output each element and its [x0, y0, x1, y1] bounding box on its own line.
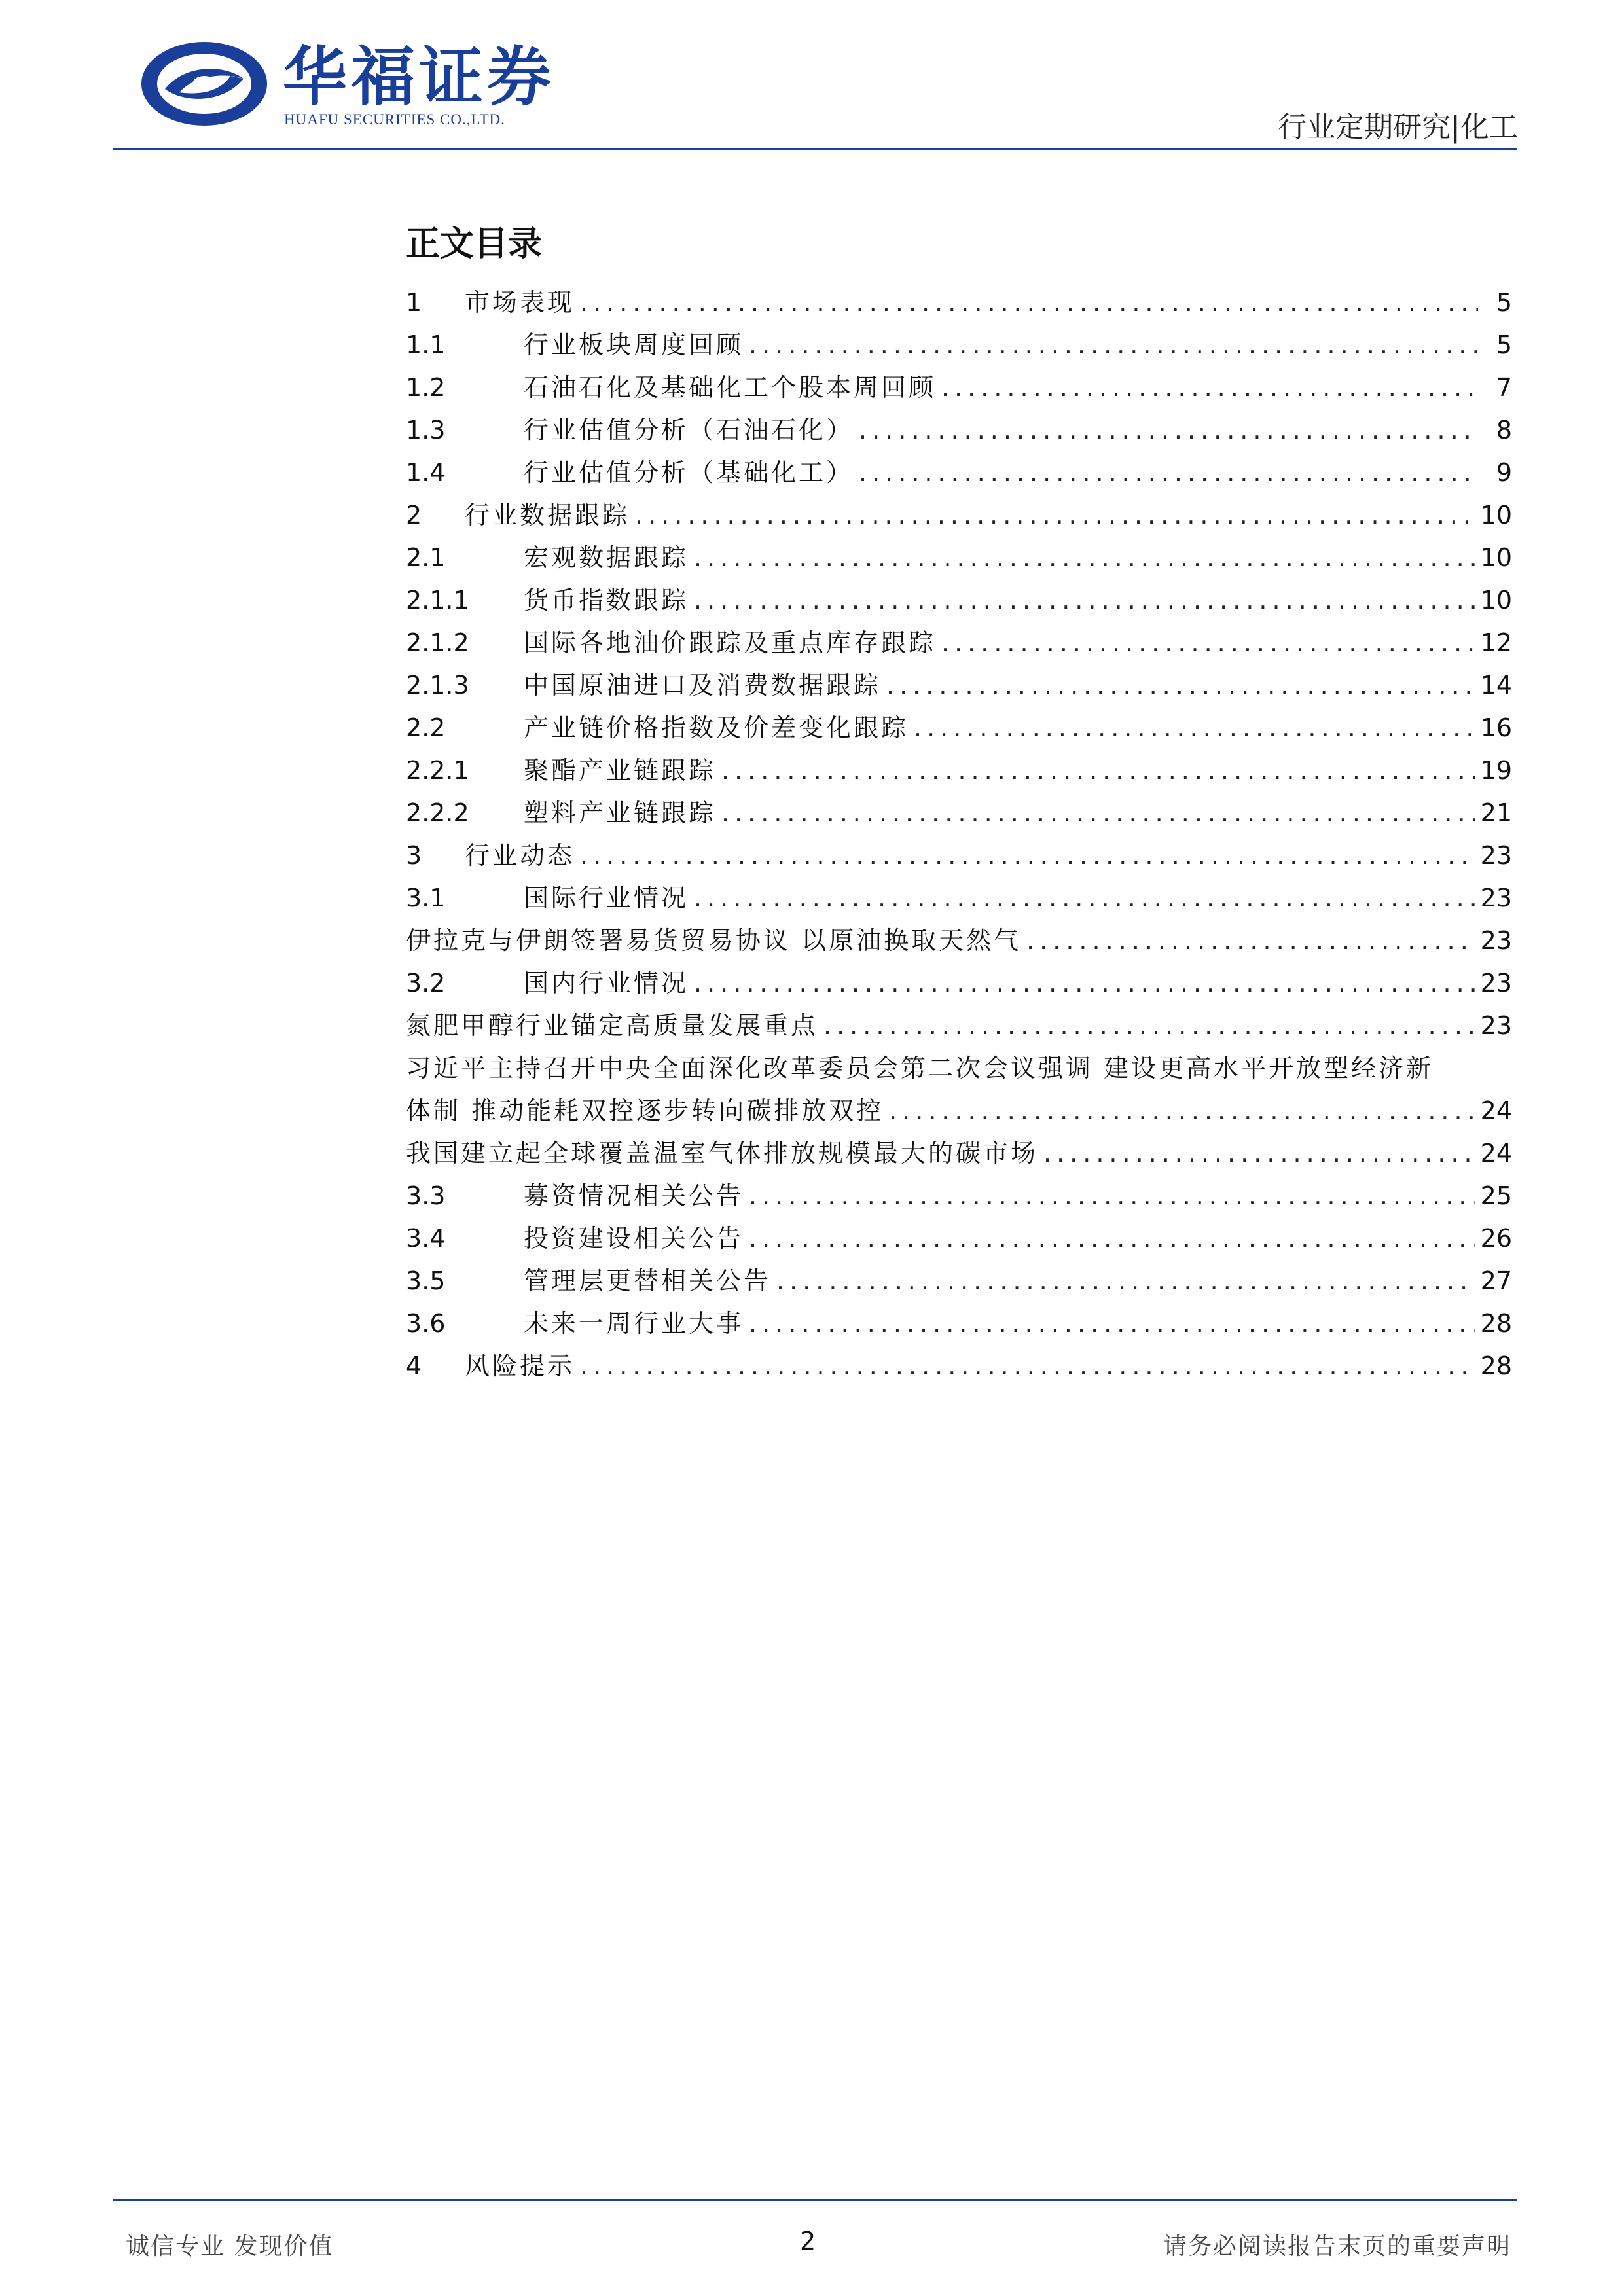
toc-entry[interactable]: [406, 579, 1512, 622]
toc-entry-number: 2.1.2: [406, 628, 469, 657]
toc-entry-number: 3.6: [406, 1309, 446, 1338]
toc-entry-title: 未来一周行业大事: [524, 1309, 744, 1338]
toc-entry[interactable]: [406, 707, 1512, 749]
toc-entry[interactable]: [406, 409, 1512, 452]
toc-entry[interactable]: [406, 1345, 1512, 1388]
toc-entry-page: 21: [1480, 798, 1512, 827]
table-of-contents: [406, 281, 1512, 1388]
toc-leader-dots: [694, 579, 1475, 622]
toc-entry-title: 国内行业情况: [524, 969, 689, 997]
toc-entry[interactable]: [406, 622, 1512, 664]
toc-entry[interactable]: [406, 452, 1512, 494]
toc-entry-number: 2.2.2: [406, 798, 469, 827]
toc-leader-dots: [721, 792, 1475, 834]
toc-leader-dots: [635, 494, 1475, 537]
huafu-logo-icon: [139, 38, 270, 130]
toc-leader-dots: [859, 452, 1478, 494]
toc-entry-number: 1.2: [406, 373, 446, 402]
toc-entry-title: 管理层更替相关公告: [524, 1266, 772, 1295]
toc-entry-title: 行业动态: [465, 841, 575, 870]
toc-entry-number: 2.1: [406, 543, 446, 572]
company-logo: [139, 38, 558, 136]
page-number: 2: [800, 2227, 816, 2255]
toc-leader-dots: [749, 1175, 1475, 1217]
toc-entry-title: 体制 推动能耗双控逐步转向碳排放双控: [406, 1096, 884, 1125]
toc-entry[interactable]: [406, 1132, 1512, 1175]
toc-entry[interactable]: [406, 664, 1512, 707]
toc-leader-dots: [580, 1345, 1475, 1388]
toc-entry-number: 1.1: [406, 331, 446, 359]
toc-leader-dots: [889, 1090, 1475, 1132]
toc-entry-number: 2.2.1: [406, 756, 469, 785]
toc-entry-title: 产业链价格指数及价差变化跟踪: [524, 713, 909, 742]
toc-entry-title: 行业数据跟踪: [465, 501, 630, 529]
toc-entry[interactable]: [406, 1217, 1512, 1260]
toc-entry-title: 行业估值分析（基础化工）: [524, 458, 854, 487]
toc-entry[interactable]: [406, 877, 1512, 920]
toc-entry-page: 10: [1480, 543, 1512, 572]
toc-leader-dots: [580, 834, 1475, 877]
toc-entry-number: 1: [406, 288, 422, 317]
report-type: 行业定期研究|化工: [1278, 111, 1518, 144]
toc-entry-title: 风险提示: [465, 1352, 575, 1380]
toc-entry-title: 氮肥甲醇行业锚定高质量发展重点: [406, 1011, 819, 1040]
toc-entry-page: 23: [1480, 969, 1512, 997]
toc-entry-title-line1[interactable]: 习近平主持召开中央全面深化改革委员会第二次会议强调 建设更高水平开放型经济新: [406, 1054, 1434, 1083]
toc-entry-page: 23: [1480, 841, 1512, 870]
toc-entry[interactable]: [406, 1260, 1512, 1302]
toc-entry-page: 12: [1480, 628, 1512, 657]
toc-leader-dots: [694, 877, 1475, 920]
company-name-cn: 华福证券: [283, 39, 556, 115]
toc-entry-number: 3.2: [406, 969, 446, 997]
toc-leader-dots: [721, 749, 1475, 792]
toc-entry-page: 28: [1480, 1352, 1512, 1380]
toc-entry[interactable]: [406, 324, 1512, 367]
toc-entry-title: 募资情况相关公告: [524, 1181, 744, 1210]
toc-entry-title: 国际各地油价跟踪及重点库存跟踪: [524, 628, 937, 657]
toc-entry-title: 行业板块周度回顾: [524, 331, 744, 359]
toc-entry-page: 23: [1480, 884, 1512, 912]
toc-entry-title: 中国原油进口及消费数据跟踪: [524, 671, 882, 700]
toc-entry-page: 27: [1480, 1266, 1512, 1295]
toc-entry[interactable]: [406, 1302, 1512, 1345]
toc-entry[interactable]: [406, 537, 1512, 579]
toc-entry-page: 10: [1480, 586, 1512, 615]
toc-entry-number: 3.1: [406, 884, 446, 912]
toc-entry-page: 5: [1496, 331, 1512, 359]
toc-entry-number: 3.4: [406, 1224, 446, 1253]
toc-entry-page: 23: [1480, 1011, 1512, 1040]
toc-entry[interactable]: [406, 792, 1512, 834]
toc-entry-title: 伊拉克与伊朗签署易货贸易协议 以原油换取天然气: [406, 926, 1022, 955]
toc-entry-page: 14: [1480, 671, 1512, 700]
toc-leader-dots: [1043, 1132, 1475, 1175]
toc-entry[interactable]: [406, 834, 1512, 877]
toc-leader-dots: [580, 281, 1478, 324]
toc-entry-number: 1.3: [406, 416, 446, 444]
toc-entry-number: 2.2: [406, 713, 446, 742]
toc-entry-page: 8: [1496, 416, 1512, 444]
toc-leader-dots: [859, 409, 1478, 452]
toc-entry-title: 投资建设相关公告: [524, 1224, 744, 1253]
toc-entry[interactable]: [406, 494, 1512, 537]
toc-leader-dots: [694, 962, 1475, 1005]
toc-entry-number: 3.3: [406, 1181, 446, 1210]
toc-entry-page: 7: [1496, 373, 1512, 402]
toc-entry-title: 行业估值分析（石油石化）: [524, 416, 854, 444]
toc-entry-number: 4: [406, 1352, 422, 1380]
toc-entry-number: 2: [406, 501, 422, 529]
toc-entry[interactable]: [406, 962, 1512, 1005]
toc-entry-number: 2.1.3: [406, 671, 469, 700]
toc-entry-title: 石油石化及基础化工个股本周回顾: [524, 373, 937, 402]
toc-entry-page: 23: [1480, 926, 1512, 955]
toc-entry-number: 2.1.1: [406, 586, 469, 615]
toc-entry-title: 聚酯产业链跟踪: [524, 756, 717, 785]
toc-title: 正文目录: [406, 224, 543, 264]
toc-entry-page: 9: [1496, 458, 1512, 487]
toc-leader-dots: [749, 1217, 1475, 1260]
toc-leader-dots: [823, 1005, 1475, 1047]
toc-entry[interactable]: [406, 1090, 1512, 1132]
toc-entry[interactable]: [406, 749, 1512, 792]
toc-entry-page: 25: [1480, 1181, 1512, 1210]
toc-leader-dots: [694, 537, 1475, 579]
toc-entry-page: 24: [1480, 1096, 1512, 1125]
header-divider: [113, 148, 1517, 150]
toc-entry-title: 市场表现: [465, 288, 575, 317]
toc-entry-number: 3.5: [406, 1266, 446, 1295]
toc-entry[interactable]: [406, 281, 1512, 324]
toc-entry[interactable]: [406, 1175, 1512, 1217]
toc-entry-page: 24: [1480, 1139, 1512, 1168]
toc-leader-dots: [886, 664, 1475, 707]
toc-entry[interactable]: [406, 367, 1512, 409]
toc-entry-title: 国际行业情况: [524, 884, 689, 912]
toc-leader-dots: [749, 324, 1478, 367]
company-name-en: HUAFU SECURITIES CO.,LTD.: [284, 111, 505, 128]
footer-disclaimer: 请务必阅读报告末页的重要声明: [1163, 2233, 1511, 2260]
toc-entry-page: 26: [1480, 1224, 1512, 1253]
toc-leader-dots: [941, 367, 1478, 409]
toc-entry-page: 5: [1496, 288, 1512, 317]
toc-entry-title: 宏观数据跟踪: [524, 543, 689, 572]
toc-entry-title: 货币指数跟踪: [524, 586, 689, 615]
toc-entry[interactable]: [406, 920, 1512, 962]
toc-leader-dots: [776, 1260, 1475, 1302]
toc-leader-dots: [914, 707, 1475, 749]
toc-leader-dots: [1026, 920, 1475, 962]
toc-entry-number: 3: [406, 841, 422, 870]
toc-leader-dots: [941, 622, 1475, 664]
toc-entry-number: 1.4: [406, 458, 446, 487]
toc-entry[interactable]: [406, 1005, 1512, 1047]
toc-entry-page: 10: [1480, 501, 1512, 529]
toc-entry-page: 16: [1480, 713, 1512, 742]
footer-slogan: 诚信专业 发现价值: [126, 2233, 334, 2260]
toc-entry-title: 塑料产业链跟踪: [524, 798, 717, 827]
toc-leader-dots: [749, 1302, 1475, 1345]
toc-entry-page: 28: [1480, 1309, 1512, 1338]
toc-entry-title: 我国建立起全球覆盖温室气体排放规模最大的碳市场: [406, 1139, 1039, 1168]
footer-divider: [113, 2199, 1517, 2201]
toc-entry-page: 19: [1480, 756, 1512, 785]
